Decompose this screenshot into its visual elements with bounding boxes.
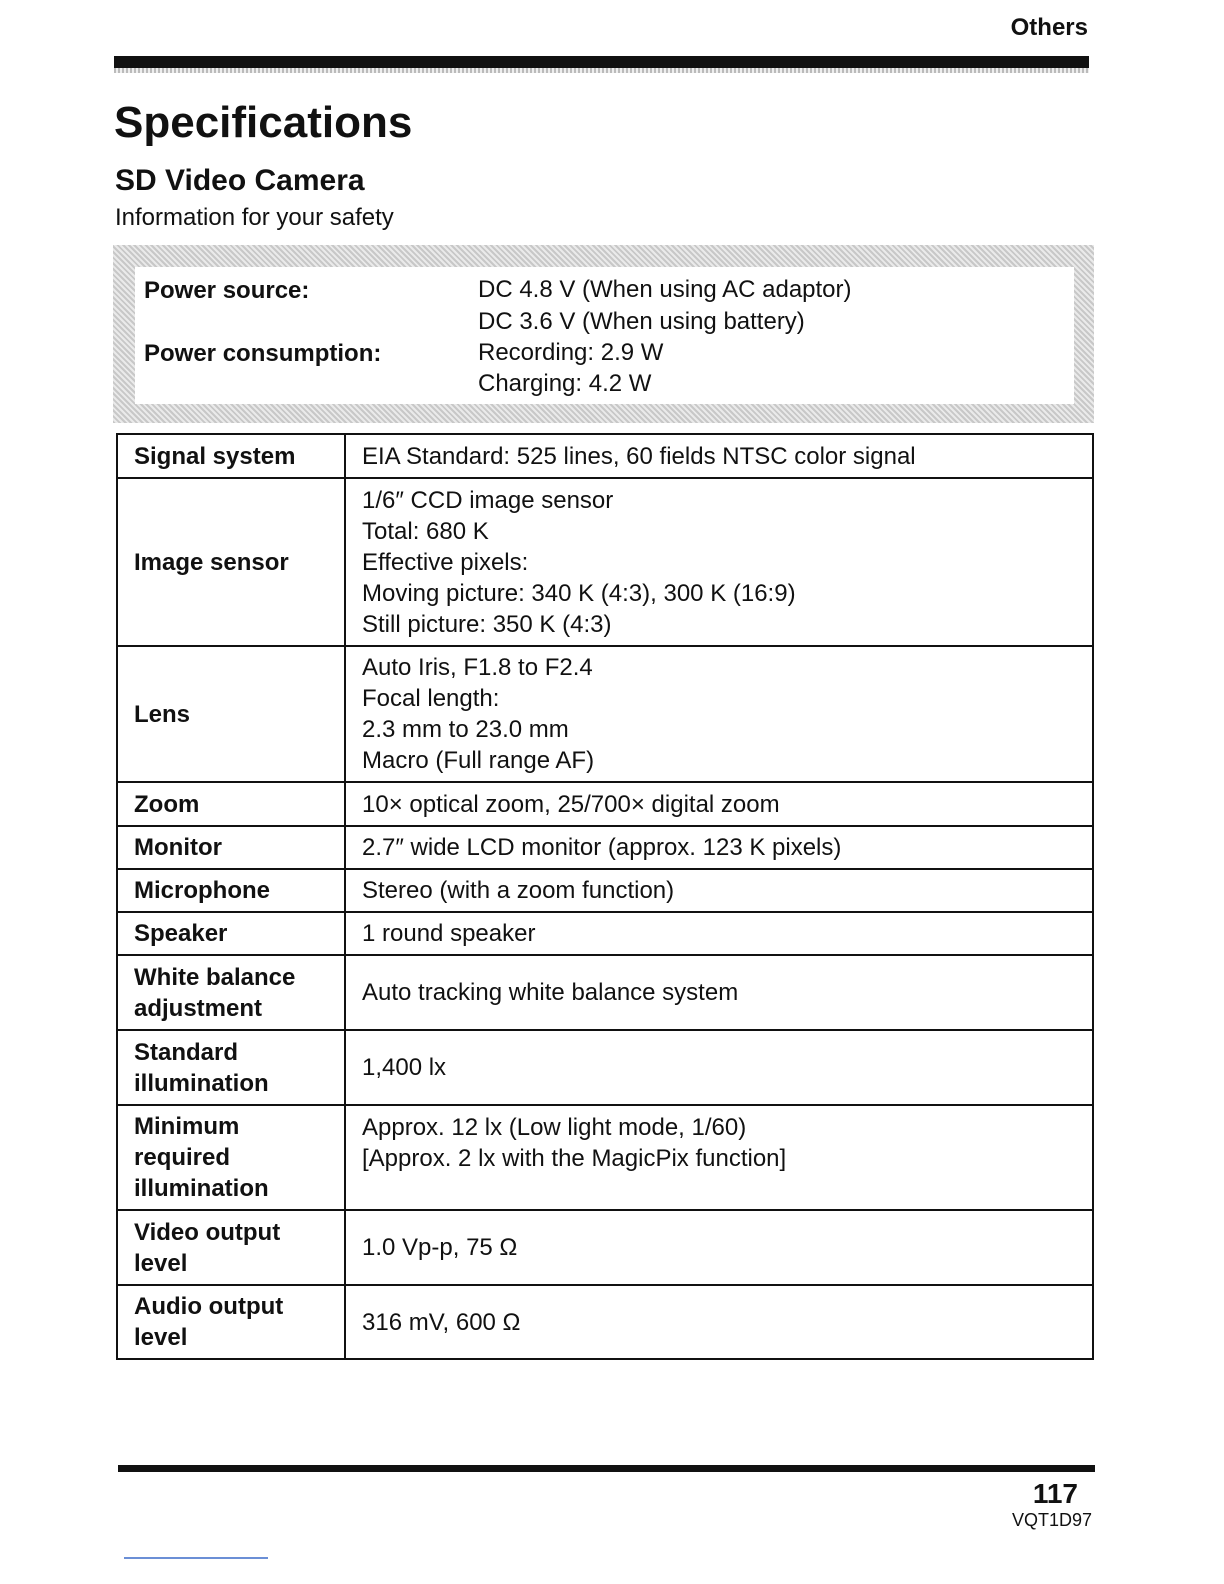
- spec-value: [345, 1030, 1093, 1105]
- spec-key-line: Zoom: [134, 790, 200, 818]
- spec-row-standard-illumination: [117, 1030, 1093, 1105]
- spec-key: [117, 1030, 345, 1105]
- spec-key-line: Image sensor: [134, 548, 289, 576]
- spec-value: [345, 646, 1093, 782]
- spec-value-line: 10× optical zoom, 25/700× digital zoom: [362, 790, 780, 818]
- spec-value: [345, 782, 1093, 826]
- spec-row-speaker: [117, 912, 1093, 955]
- power-consumption-value-1: Recording: 2.9 W: [478, 339, 664, 366]
- spec-value: [345, 1210, 1093, 1285]
- spec-key: [117, 782, 345, 826]
- spec-row-audio-output-level: [117, 1285, 1093, 1359]
- spec-key-line: Signal system: [134, 442, 296, 470]
- spec-value-line: Auto tracking white balance system: [362, 979, 739, 1006]
- header-rule-shadow: [114, 68, 1089, 73]
- power-source-value-2: DC 3.6 V (When using battery): [478, 308, 805, 335]
- spec-value: [345, 1105, 1093, 1210]
- spec-row-video-output-level: [117, 1210, 1093, 1285]
- spec-key-line: level: [134, 1324, 188, 1351]
- spec-value-line: Auto Iris, F1.8 to F2.4: [362, 654, 593, 681]
- spec-value-line: Total: 680 K: [362, 517, 489, 545]
- safety-note: Information for your safety: [115, 204, 394, 231]
- spec-value-line: 316 mV, 600 Ω: [362, 1308, 521, 1336]
- spec-key: [117, 1105, 345, 1210]
- spec-key-line: required: [134, 1144, 231, 1171]
- spec-key-line: Speaker: [134, 920, 228, 947]
- spec-row-microphone: [117, 869, 1093, 912]
- spec-value-line: [Approx. 2 lx with the MagicPix function]: [362, 1145, 787, 1172]
- spec-value-line: 1/6″ CCD image sensor: [362, 486, 614, 514]
- spec-key: [117, 434, 345, 478]
- header-rule: [114, 56, 1089, 68]
- footer-rule: [118, 1465, 1095, 1472]
- spec-key: [117, 912, 345, 955]
- spec-value-line: Moving picture: 340 K (4:3), 300 K (16:9): [362, 579, 796, 607]
- spec-key: [117, 869, 345, 912]
- subtitle: SD Video Camera: [115, 164, 365, 197]
- spec-value-line: 1,400 lx: [362, 1054, 447, 1081]
- spec-row-lens: [117, 646, 1093, 782]
- spec-value-line: Stereo (with a zoom function): [362, 877, 675, 904]
- spec-value-line: Approx. 12 lx (Low light mode, 1/60): [362, 1114, 747, 1141]
- spec-value: [345, 869, 1093, 912]
- spec-row-signal-system: [117, 434, 1093, 478]
- power-consumption-value-2: Charging: 4.2 W: [478, 370, 652, 397]
- spec-value-line: Still picture: 350 K (4:3): [362, 610, 612, 638]
- spec-key: [117, 826, 345, 869]
- spec-value: [345, 434, 1093, 478]
- spec-key-line: level: [134, 1249, 188, 1277]
- spec-key: [117, 1285, 345, 1359]
- spec-row-monitor: [117, 826, 1093, 869]
- power-source-value-1: DC 4.8 V (When using AC adaptor): [478, 276, 852, 303]
- page-number: 117: [1032, 1478, 1078, 1509]
- spec-value: [345, 912, 1093, 955]
- spec-key-line: Video output: [134, 1218, 281, 1246]
- spec-value-line: 1 round speaker: [362, 920, 536, 947]
- power-info-inner: [135, 267, 1074, 404]
- spec-key-line: Minimum: [134, 1113, 240, 1140]
- spec-table: [116, 433, 1094, 1360]
- spec-row-image-sensor: [117, 478, 1093, 646]
- spec-key-line: White balance: [134, 963, 296, 991]
- spec-value: [345, 826, 1093, 869]
- section-label: Others: [1010, 14, 1088, 41]
- spec-row-zoom: [117, 782, 1093, 826]
- page-title: Specifications: [114, 98, 413, 147]
- spec-key-line: Microphone: [134, 877, 270, 904]
- spec-key-line: Standard: [134, 1038, 239, 1066]
- spec-key-line: Audio output: [134, 1293, 284, 1320]
- spec-value-line: 1.0 Vp-p, 75 Ω: [362, 1234, 518, 1261]
- document-code: VQT1D97: [1011, 1510, 1092, 1530]
- corner-rule: [124, 1557, 268, 1559]
- spec-key-line: adjustment: [134, 994, 263, 1022]
- spec-row-minimum-required-illumination: [117, 1105, 1093, 1210]
- power-info-box: [113, 245, 1094, 423]
- spec-key-line: Lens: [134, 700, 191, 728]
- power-source-label: Power source:: [144, 277, 310, 304]
- spec-key-line: illumination: [134, 1069, 269, 1097]
- spec-value-line: Effective pixels:: [362, 548, 529, 576]
- spec-value: [345, 478, 1093, 646]
- spec-key: [117, 1210, 345, 1285]
- spec-value-line: 2.7″ wide LCD monitor (approx. 123 K pixels): [362, 834, 842, 861]
- spec-key: [117, 955, 345, 1030]
- spec-value-line: Focal length:: [362, 685, 500, 712]
- power-consumption-label: Power consumption:: [144, 340, 382, 367]
- spec-key: [117, 478, 345, 646]
- spec-value: [345, 955, 1093, 1030]
- spec-value: [345, 1285, 1093, 1359]
- spec-key-line: illumination: [134, 1175, 269, 1202]
- spec-key: [117, 646, 345, 782]
- spec-value-line: 2.3 mm to 23.0 mm: [362, 716, 569, 743]
- spec-key-line: Monitor: [134, 834, 222, 861]
- spec-row-white-balance-adjustment: [117, 955, 1093, 1030]
- spec-value-line: EIA Standard: 525 lines, 60 fields NTSC color signal: [362, 442, 916, 470]
- spec-value-line: Macro (Full range AF): [362, 747, 595, 774]
